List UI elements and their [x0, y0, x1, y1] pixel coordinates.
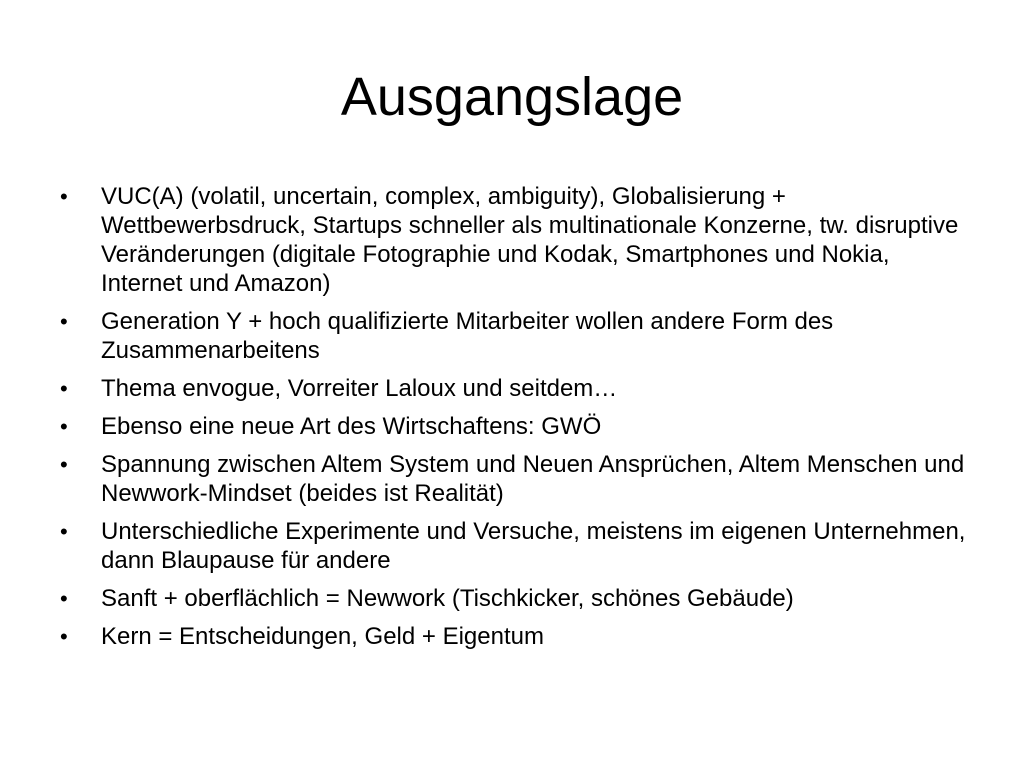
bullet-dot-icon: •: [60, 452, 68, 477]
bullet-dot-icon: •: [60, 376, 68, 401]
bullet-item: [57, 412, 977, 441]
bullet-text: Generation Y + hoch qualifizierte Mitarbeiter wollen andere Form des Zusammenarbeitens: [101, 308, 834, 364]
bullet-text: Kern = Entscheidungen, Geld + Eigentum: [101, 623, 544, 650]
bullet-text: VUC(A) (volatil, uncertain, complex, ambiguity), Globalisierung + Wettbewerbsdruck, Startups schneller als multinationale Konzerne, tw. disruptive Veränderungen (digitale Fotographie und Kodak, Smartphones und Nokia, Internet und Amazon): [101, 183, 959, 297]
bullet-item: [57, 182, 977, 298]
bullet-text: Thema envogue, Vorreiter Laloux und seitdem…: [101, 375, 618, 402]
bullet-text: Sanft + oberflächlich = Newwork (Tischkicker, schönes Gebäude): [101, 585, 794, 612]
bullet-item: [57, 517, 977, 575]
bullet-item: [57, 584, 977, 613]
bullet-text: Spannung zwischen Altem System und Neuen Ansprüchen, Altem Menschen und Newwork-Mindset (beides ist Realität): [101, 451, 965, 507]
bullet-item: [57, 307, 977, 365]
bullet-dot-icon: •: [60, 624, 68, 649]
bullet-item: [57, 450, 977, 508]
bullet-item: [57, 622, 977, 651]
bullet-text: Unterschiedliche Experimente und Versuche, meistens im eigenen Unternehmen, dann Blaupause für andere: [101, 518, 966, 574]
bullet-dot-icon: •: [60, 519, 68, 544]
bullet-text: Ebenso eine neue Art des Wirtschaftens: GWÖ: [101, 413, 602, 440]
bullet-dot-icon: •: [60, 414, 68, 439]
bullet-dot-icon: •: [60, 586, 68, 611]
bullet-item: [57, 374, 977, 403]
bullet-list: [57, 182, 977, 660]
bullet-dot-icon: •: [60, 184, 68, 209]
bullet-dot-icon: •: [60, 309, 68, 334]
slide-title: Ausgangslage: [340, 67, 684, 127]
